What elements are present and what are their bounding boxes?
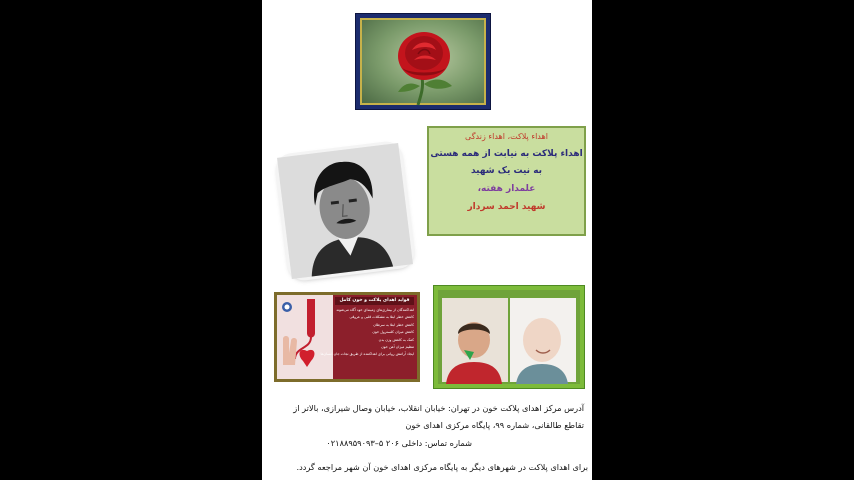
dedication-line: اهداء پلاکت به نیابت از همه هستی [430, 149, 583, 159]
other-cities-note: برای اهدای پلاکت در شهرهای دیگر به پایگاه مرکزی اهدای خون آن شهر مراجعه گردد. [296, 462, 588, 472]
benefit-item: ایجاد آرامش روانی برای اهداکننده از طریق نجات جان انسان‌ها [320, 352, 414, 357]
benefits-infographic [274, 292, 420, 382]
intention-line: به نیت یک شهید [470, 166, 543, 176]
poster-page [262, 0, 592, 480]
rose-image-frame [355, 13, 491, 110]
benefit-item: کاهش میزان کلسترول خون [372, 330, 414, 335]
benefit-item: کاهش خطر ابتلا به مشکلات قلبی و عروقی [349, 315, 414, 320]
benefit-item: کمک به کاهش وزن بدن [378, 337, 414, 342]
slogan-text: اهداء پلاکت، اهداء زندگی [465, 132, 548, 141]
benefit-item: کاهش خطر ابتلا به سرطان [373, 322, 414, 327]
donation-center-address: آدرس مرکز اهدای پلاکت خون در تهران: خیابان انقلاب، خیابان وصال شیرازی، بالاتر از تقاطع طالقانی، شماره ۹۹، پایگاه مرکزی اهدای خون [293, 403, 584, 430]
benefit-item: تنظیم میزان آهن خون [381, 345, 414, 350]
benefits-heading: فواید اهدای پلاکت و خون کامل [335, 297, 414, 305]
dedication-text-box [427, 126, 586, 236]
weekly-flagbearer-line: علمدار هفته، [477, 184, 536, 194]
martyr-name: شهید احمد سردار [467, 202, 546, 212]
children-photo-frame [433, 285, 585, 389]
benefits-list [320, 295, 417, 379]
martyr-portrait-photo [277, 143, 413, 279]
rose-image [360, 18, 486, 105]
contact-phone: شماره تماس: داخلی ۲۰۶ ۵–۰۲۱۸۸۹۵۹۰۹۳ [326, 438, 472, 448]
children-photo [438, 290, 580, 384]
benefit-item: اهداکنندگان از بیماری‌های زمینه‌ای خود آگاه می‌شوند [336, 308, 414, 312]
blood-bag-illustration [277, 295, 333, 379]
